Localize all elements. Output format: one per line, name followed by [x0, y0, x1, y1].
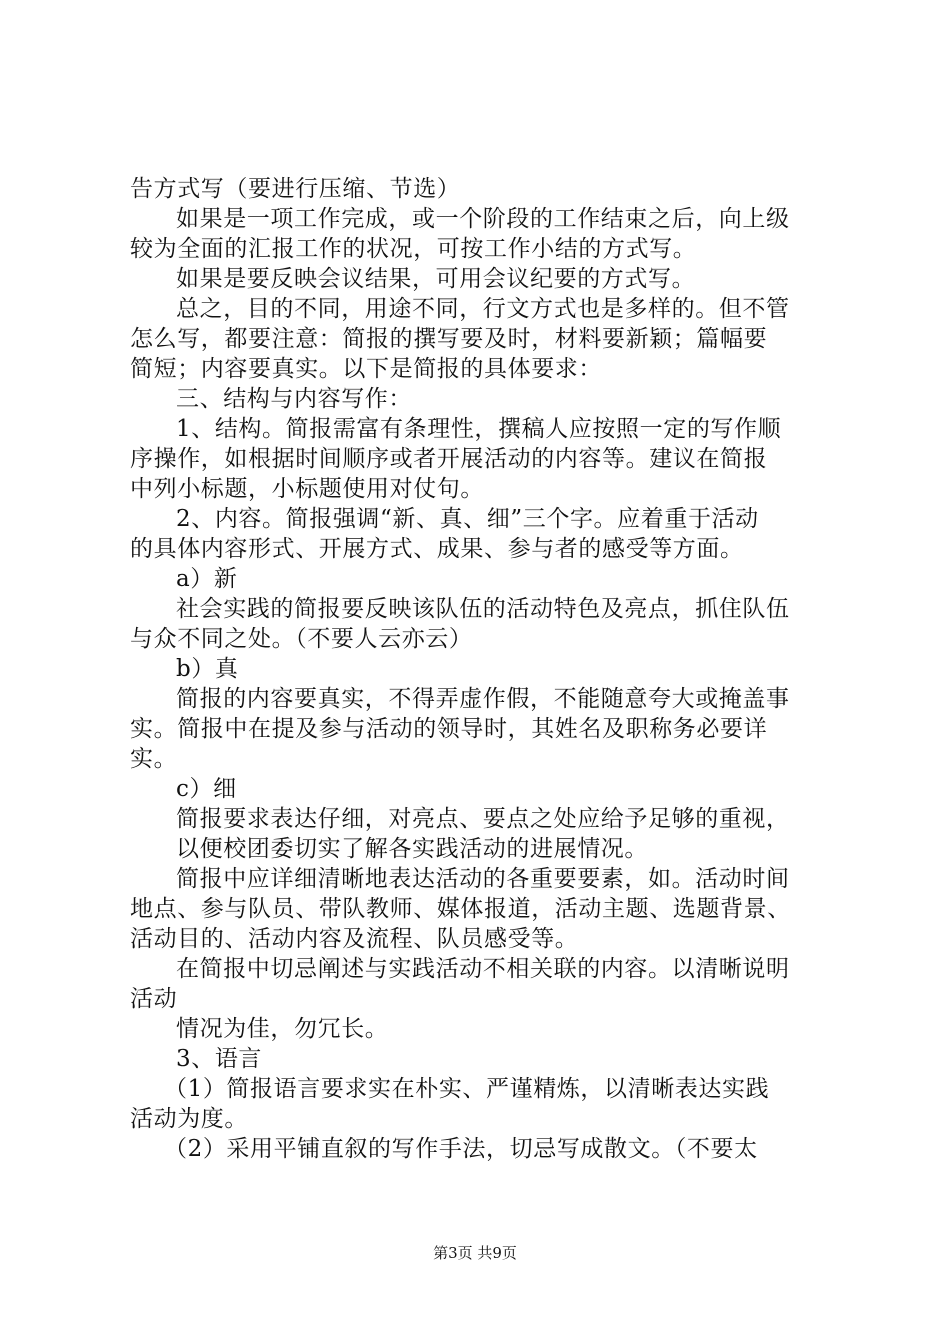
text-line: 实。: [130, 746, 178, 772]
text-line: 简报要求表达仔细，对亮点、要点之处应给予足够的重视，: [176, 806, 790, 832]
subheading-new: a）新: [176, 566, 238, 592]
text-line: 在简报中切忌阐述与实践活动不相关联的内容。以清晰说明: [176, 956, 790, 982]
text-line: 实。简报中在提及参与活动的领导时，其姓名及职称务必要详: [130, 716, 768, 742]
text-line: 活动: [130, 986, 178, 1012]
text-line: 简报的内容要真实，不得弄虚作假，不能随意夸大或掩盖事: [176, 686, 790, 712]
text-line: 2、内容。简报强调“新、真、细”三个字。应着重于活动: [176, 506, 759, 532]
text-line: 1、结构。简报需富有条理性，撰稿人应按照一定的写作顺: [176, 416, 782, 442]
text-line: 中列小标题，小标题使用对仗句。: [130, 476, 484, 502]
text-line: 如果是一项工作完成，或一个阶段的工作结束之后，向上级: [176, 206, 790, 232]
text-line: 较为全面的汇报工作的状况，可按工作小结的方式写。: [130, 236, 697, 262]
document-body: [130, 174, 850, 1164]
subheading-detail: c）细: [176, 776, 237, 802]
text-line: 总之，目的不同，用途不同，行文方式也是多样的。但不管: [176, 296, 790, 322]
section-heading: 三、结构与内容写作：: [176, 386, 412, 412]
page-footer: 第3页 共9页: [433, 1244, 517, 1262]
subheading-true: b）真: [176, 656, 239, 682]
text-line: （2）采用平铺直叙的写作手法，切忌写成散文。（不要太: [164, 1136, 758, 1162]
text-line: 怎么写，都要注意：简报的撰写要及时，材料要新颖；篇幅要: [130, 326, 768, 352]
text-line: 情况为佳，勿冗长。: [176, 1016, 389, 1042]
text-line: 简报中应详细清晰地表达活动的各重要要素，如。活动时间: [176, 866, 790, 892]
text-line: 社会实践的简报要反映该队伍的活动特色及亮点，抓住队伍: [176, 596, 790, 622]
text-line: 序操作，如根据时间顺序或者开展活动的内容等。建议在简报: [130, 446, 768, 472]
text-line: 的具体内容形式、开展方式、成果、参与者的感受等方面。: [130, 536, 744, 562]
text-line: 告方式写（要进行压缩、节选）: [130, 176, 461, 202]
text-line: 与众不同之处。（不要人云亦云）: [130, 626, 473, 652]
text-line: 如果是要反映会议结果，可用会议纪要的方式写。: [176, 266, 696, 292]
text-line: 活动目的、活动内容及流程、队员感受等。: [130, 926, 579, 952]
text-line: （1）简报语言要求实在朴实、严谨精炼，以清晰表达实践: [164, 1076, 770, 1102]
text-line: 简短；内容要真实。以下是简报的具体要求：: [130, 356, 602, 382]
text-line: 活动为度。: [130, 1106, 248, 1132]
section-heading: 3、语言: [176, 1046, 263, 1072]
text-line: 地点、参与队员、带队教师、媒体报道，活动主题、选题背景、: [130, 896, 791, 922]
text-line: 以便校团委切实了解各实践活动的进展情况。: [176, 836, 648, 862]
